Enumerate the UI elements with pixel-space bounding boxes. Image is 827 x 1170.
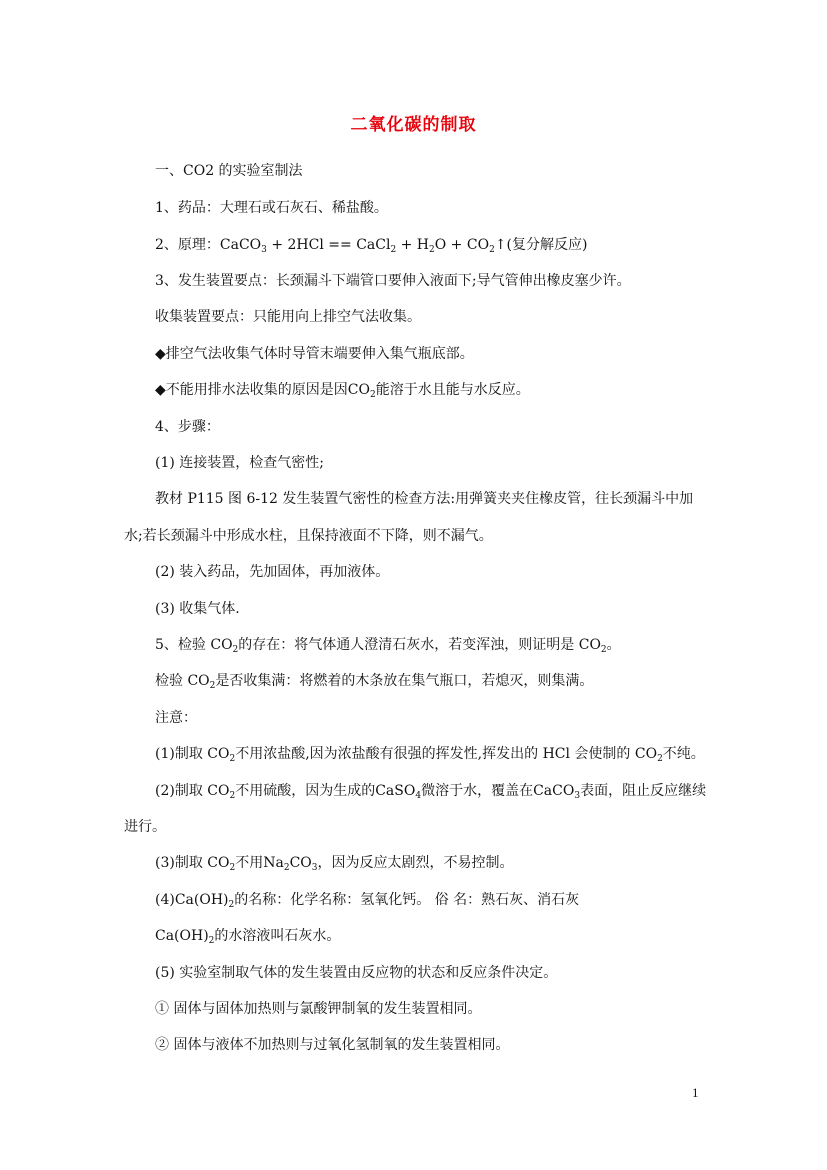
collector-points: 收集装置要点：只能用向上排空气法收集。 bbox=[155, 309, 421, 325]
drugs-line: 1、药品：大理石或石灰石、稀盐酸。 bbox=[155, 200, 388, 216]
generator-points: 3、发生装置要点：长颈漏斗下端管口要伸入液面下;导气管伸出橡皮塞少许。 bbox=[155, 273, 631, 289]
test-co2-line: 5、检验 $CO_2$的存在：将气体通人澄清石灰水，若变浑浊，则证明是 $CO_2$。 bbox=[155, 637, 621, 655]
step-line: (1) 连接装置，检查气密性; bbox=[155, 455, 324, 471]
condition-line: ② 固体与液体不加热则与过氧化氢制氧的发生装置相同。 bbox=[155, 1037, 510, 1053]
note-line: (3)制取 $CO_2$不用$Na_2CO_3$，因为反应太剧烈，不易控制。 bbox=[155, 855, 514, 873]
page-title: 二氧化碳的制取 bbox=[350, 115, 477, 135]
principle-line: 2、原理：CaCO$_3$ + 2HCl == CaCl$_2$ + $H_2O$ + $CO_2↑$(复分解反应) bbox=[155, 237, 588, 255]
steps-heading: 4、步骤： bbox=[155, 419, 220, 435]
note-line: (1)制取 $CO_2$不用浓盐酸,因为浓盐酸有很强的挥发性,挥发出的 HCl 会使制的 $CO_2$不纯。 bbox=[155, 746, 705, 764]
step-line: (2) 装入药品，先加固体，再加液体。 bbox=[155, 564, 390, 580]
section-heading: 一、CO2 的实验室制法 bbox=[155, 163, 303, 179]
textbook-line: 教材 P115 图 6-12 发生装置气密性的检查方法:用弹簧夹夹住橡皮管，往长颈漏斗中加 bbox=[155, 491, 694, 507]
note-line: $(4)Ca(OH)_2$的名称：化学名称：氢氧化钙。 俗 名：熟石灰、消石灰 bbox=[155, 892, 580, 910]
check-full-line: 检验 $CO_2$是否收集满：将燃着的木条放在集气瓶口，若熄灭，则集满。 bbox=[155, 673, 594, 691]
note-line: (5) 实验室制取气体的发生装置由反应物的状态和反应条件决定。 bbox=[155, 965, 558, 981]
bullet-line: ◆排空气法收集气体时导管末端要伸入集气瓶底部。 bbox=[155, 346, 474, 362]
page-number: 1 bbox=[692, 1085, 699, 1100]
bullet-line: ◆不能用排水法收集的原因是因$CO_2$能溶于水且能与水反应。 bbox=[155, 382, 530, 400]
condition-line: ① 固体与固体加热则与氯酸钾制氧的发生装置相同。 bbox=[155, 1001, 482, 1017]
textbook-line-cont: 水;若长颈漏斗中形成水柱，且保持液面不下降，则不漏气。 bbox=[124, 528, 493, 544]
note-line: (2)制取 $CO_2$不用硫酸，因为生成的CaSO$_4$微溶于水，覆盖在CaCO$_3$表面，阻止反应继续 bbox=[155, 783, 707, 801]
step-line: (3) 收集气体. bbox=[155, 601, 240, 617]
note-heading: 注意： bbox=[155, 710, 197, 726]
note-line-cont: $Ca(OH)_2$的水溶液叫石灰水。 bbox=[155, 928, 341, 946]
note-line-cont: 进行。 bbox=[124, 819, 166, 835]
